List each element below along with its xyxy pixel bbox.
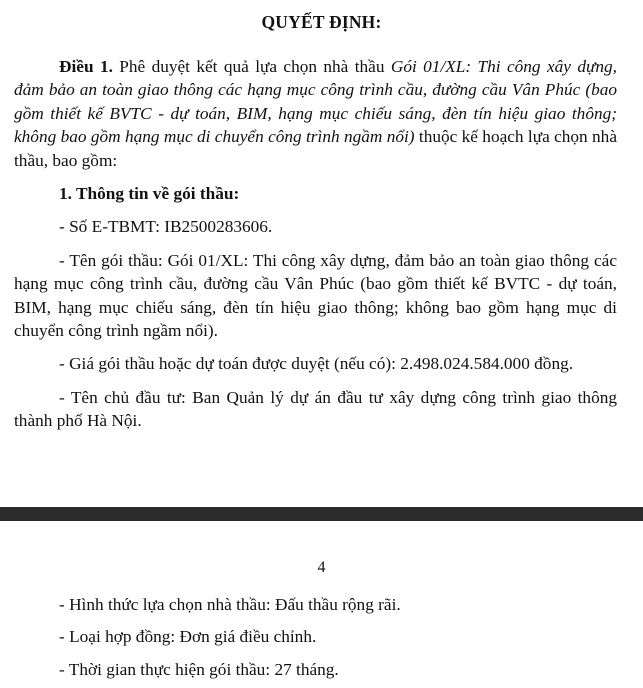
package-name-italic: Gói 01/XL: Thi công xây dựng, đảm bảo an toàn giao thông các hạng mục công trình cầu, đường cầu Vân Phúc (bao gồm thiết kế BVTC - dự toán, BIM, hạng mục chiếu sáng, đèn tín hiệu giao thông; không bao gồm hạng mục di chuyển công trình ngầm nổi) (14, 57, 617, 147)
info-item-investor: - Tên chủ đầu tư: Ban Quản lý dự án đầu tư xây dựng công trình giao thông thành phố Hà Nội. (14, 387, 617, 431)
info-item-package-name: - Tên gói thầu: Gói 01/XL: Thi công xây dựng, đảm bảo an toàn giao thông các hạng mục công trình cầu, đường cầu Vân Phúc (bao gồm thiết kế BVTC - dự toán, BIM, hạng mục chiếu sáng, đèn tín hiệu giao thông; không bao gồm hạng mục di chuyển công trình ngầm nổi). (14, 250, 617, 341)
article-1-label: Điều 1. (59, 57, 113, 76)
page-break-divider (0, 507, 643, 521)
article-1-text-end: thuộc kế hoạch lựa chọn nhà thầu, bao gồm: (14, 127, 617, 170)
document-page-lower (0, 521, 643, 688)
info-item-package-price: - Giá gói thầu hoặc dự toán được duyệt (nếu có): 2.498.024.584.000 đồng. (59, 354, 574, 374)
article-1-paragraph (14, 55, 617, 172)
article-1-text-start: Phê duyệt kết quả lựa chọn nhà thầu (112, 57, 391, 76)
info-item-selection-method: - Hình thức lựa chọn nhà thầu: Đấu thầu rộng rãi. (59, 595, 401, 614)
page-number: 4 (317, 559, 326, 576)
section-1-title: 1. Thông tin về gói thầu: (59, 184, 240, 204)
info-item-etbmt: - Số E-TBMT: IB2500283606. (59, 217, 273, 237)
info-item-contract-type: - Loại hợp đồng: Đơn giá điều chỉnh. (59, 627, 317, 647)
decision-heading: QUYẾT ĐỊNH: (261, 12, 382, 32)
info-item-duration: - Thời gian thực hiện gói thầu: 27 tháng. (59, 659, 339, 679)
page-body-lower (14, 593, 617, 681)
page-body (14, 55, 617, 433)
